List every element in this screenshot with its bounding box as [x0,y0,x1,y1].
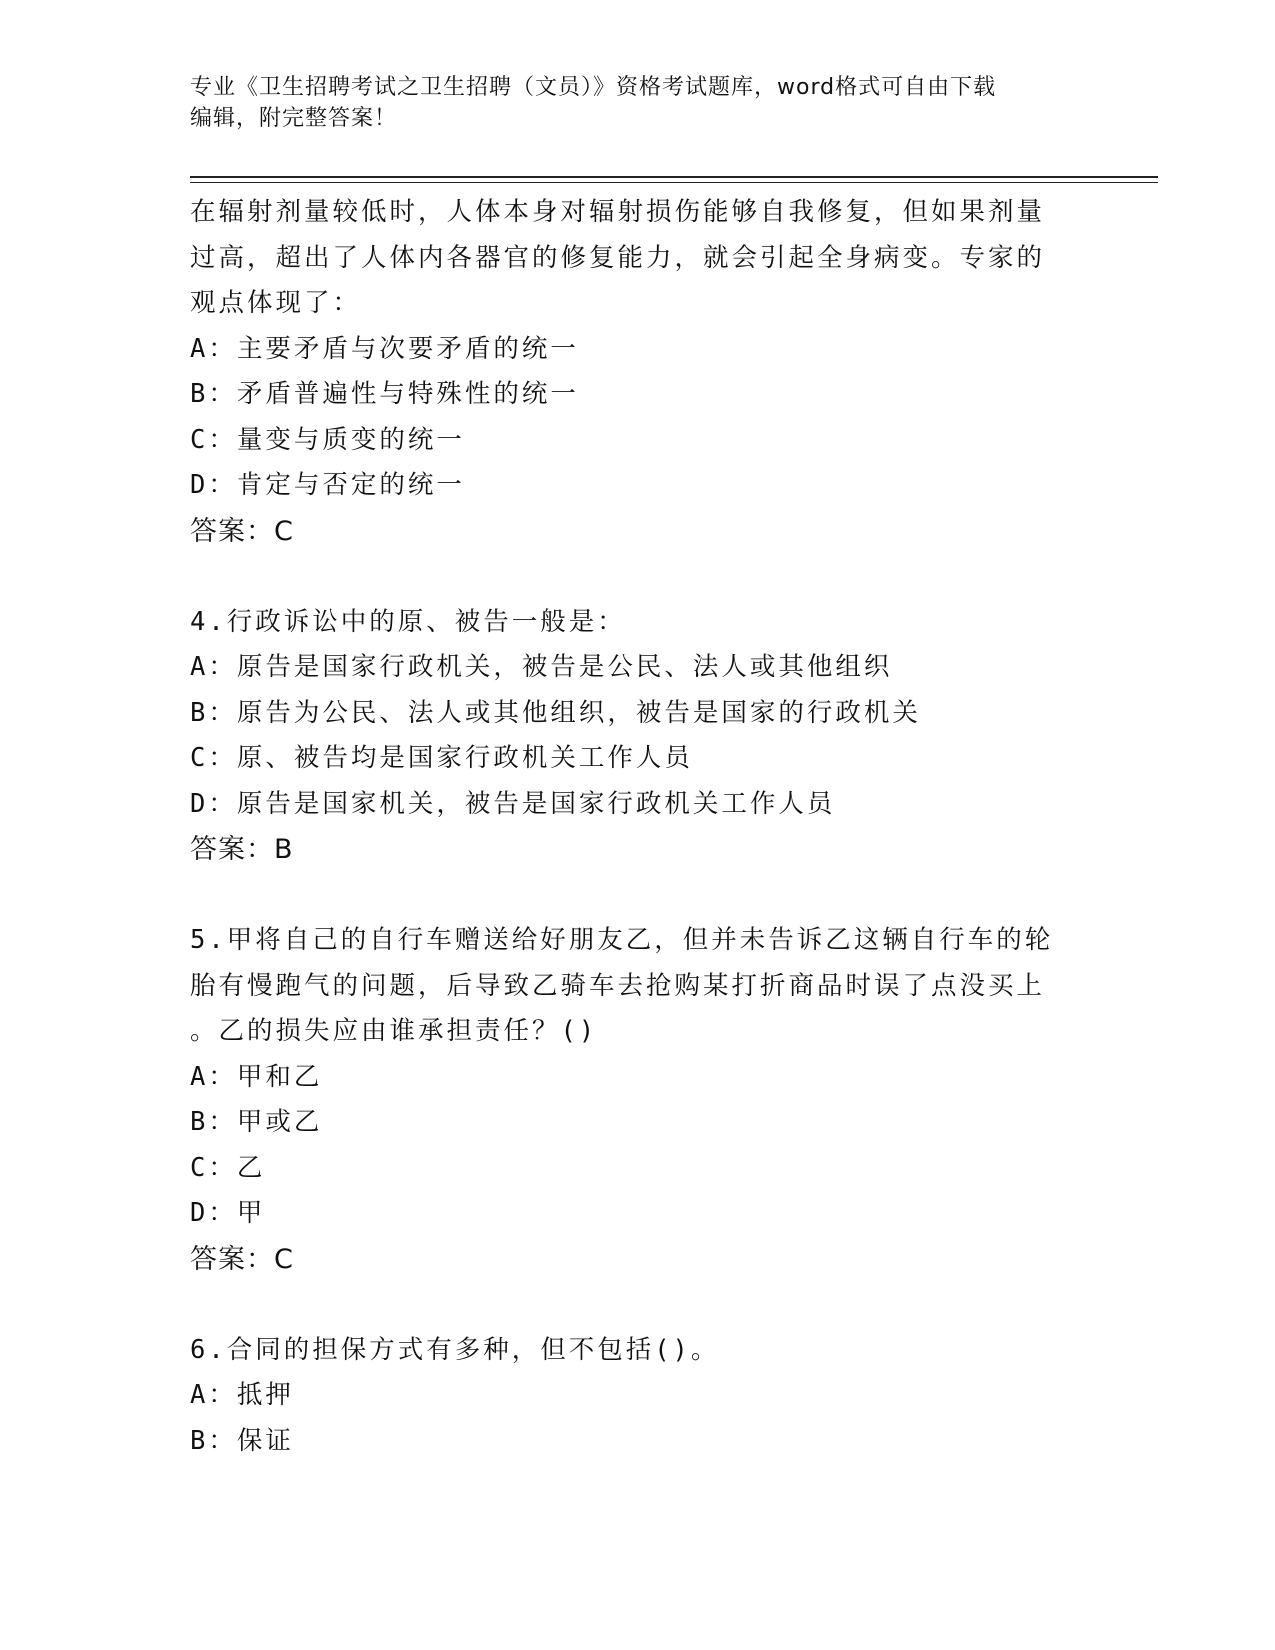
answer-line: 答案：C [190,515,294,547]
question-stem-line: 5.甲将自己的自行车赠送给好朋友乙，但并未告诉乙这辆自行车的轮 [190,925,1054,955]
question-stem-line: 过高，超出了人体内各器官的修复能力，就会引起全身病变。专家的 [190,242,1046,273]
question-list [190,190,1070,1464]
option-b: B：原告为公民、法人或其他组织，被告是国家的行政机关 [190,697,921,728]
question-block [190,918,1070,1282]
option-b: B：保证 [190,1425,294,1456]
option-a: A：原告是国家行政机关，被告是公民、法人或其他组织 [190,652,893,682]
header-divider-thin [190,182,1158,183]
question-block [190,190,1070,554]
option-b: B：矛盾普遍性与特殊性的统一 [190,379,579,409]
answer-line: 答案：C [190,1243,294,1275]
header-divider-thick [190,176,1158,178]
header-line-2: 编辑，附完整答案！ [190,106,398,131]
option-c: C：量变与质变的统一 [190,424,465,455]
question-stem-line: 在辐射剂量较低时，人体本身对辐射损伤能够自我修复，但如果剂量 [190,197,1046,227]
option-c: C：原、被告均是国家行政机关工作人员 [190,743,693,773]
question-stem-line: 6.合同的担保方式有多种，但不包括()。 [190,1334,720,1365]
spacer [190,1282,1070,1328]
question-stem-line: 。乙的损失应由谁承担责任？() [190,1016,598,1046]
option-a: A：主要矛盾与次要矛盾的统一 [190,333,579,364]
option-b: B：甲或乙 [190,1107,323,1137]
question-stem-line: 4.行政诉讼中的原、被告一般是： [190,606,626,637]
option-d: D：原告是国家机关，被告是国家行政机关工作人员 [190,788,836,819]
document-header [190,72,1070,134]
spacer [190,554,1070,600]
option-a: A：抵押 [190,1380,294,1410]
option-d: D：肯定与否定的统一 [190,470,465,500]
option-d: D：甲 [190,1198,266,1228]
question-block [190,1328,1070,1465]
header-line-1: 专业《卫生招聘考试之卫生招聘（文员）》资格考试题库，word格式可自由下载 [190,75,997,100]
option-a: A：甲和乙 [190,1061,323,1092]
question-stem-line: 胎有慢跑气的问题，后导致乙骑车去抢购某打折商品时误了点没买上 [190,970,1046,1001]
question-stem-line: 观点体现了： [190,288,362,318]
question-block [190,600,1070,873]
answer-line: 答案：B [190,834,294,865]
spacer [190,873,1070,919]
option-c: C：乙 [190,1152,266,1183]
